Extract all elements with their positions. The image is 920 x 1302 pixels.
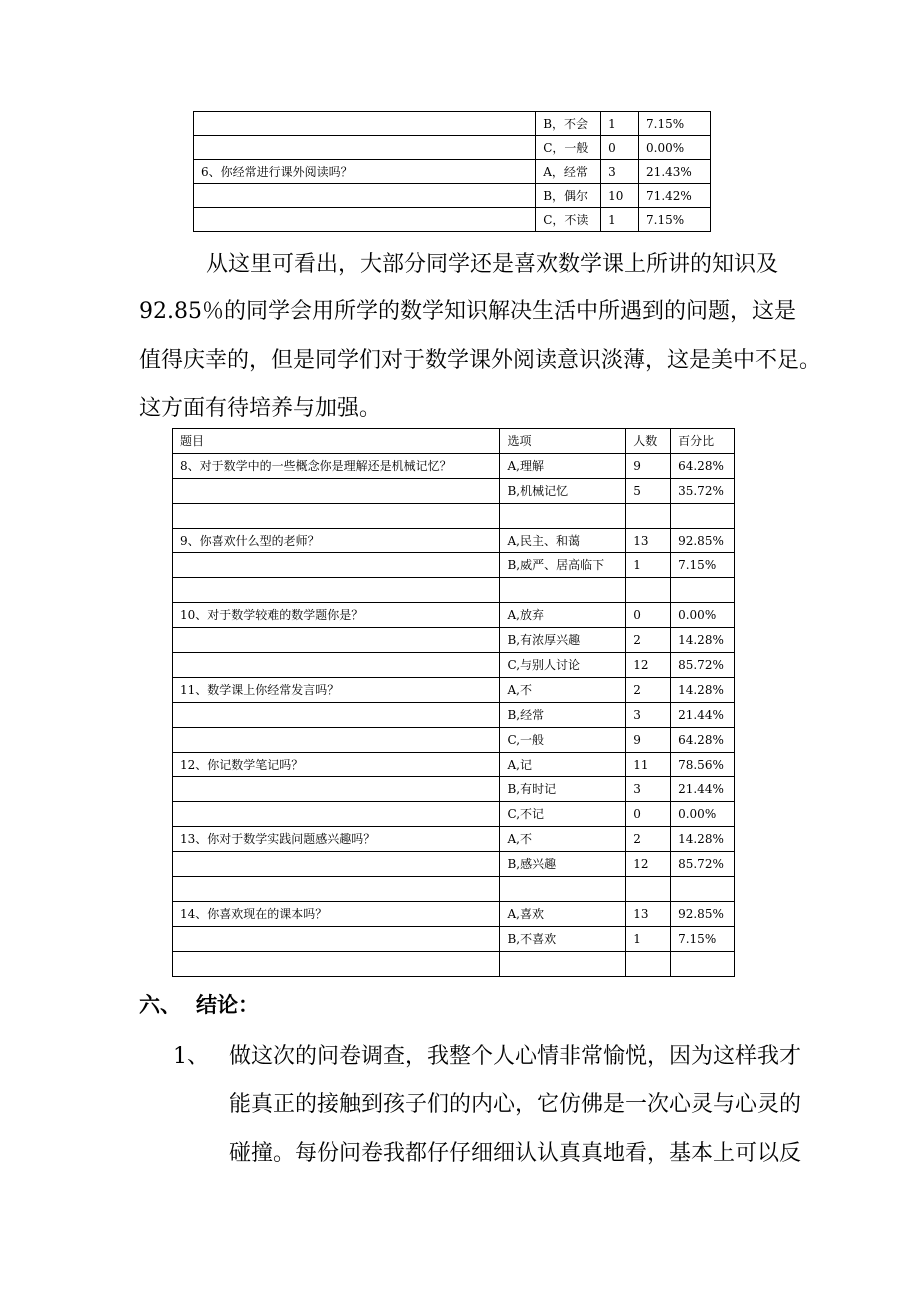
count-cell: 1 (601, 112, 639, 136)
count-cell: 9 (626, 727, 671, 752)
percent-cell: 0.00% (671, 603, 735, 628)
question-cell (173, 777, 500, 802)
count-cell (626, 578, 671, 603)
question-cell (173, 653, 500, 678)
count-cell: 5 (626, 478, 671, 503)
table-row (173, 578, 735, 603)
count-cell: 2 (626, 827, 671, 852)
table-row (173, 951, 735, 976)
table-row (194, 136, 711, 160)
question-cell (173, 578, 500, 603)
option-cell: C,一般 (500, 727, 626, 752)
count-cell: 2 (626, 677, 671, 702)
percent-cell: 64.28% (671, 727, 735, 752)
percent-cell (671, 503, 735, 528)
option-cell: A,放弃 (500, 603, 626, 628)
table-row (173, 603, 735, 628)
option-cell: A,不 (500, 677, 626, 702)
percent-cell: 71.42% (639, 184, 711, 208)
percent-cell: 35.72% (671, 478, 735, 503)
option-cell: A,喜欢 (500, 901, 626, 926)
percent-cell (671, 578, 735, 603)
option-cell (500, 578, 626, 603)
question-cell: 12、你记数学笔记吗？ (173, 752, 500, 777)
section-title: 结论： (196, 992, 259, 1017)
table-row (173, 777, 735, 802)
option-cell: A，经常 (536, 160, 601, 184)
conclusion-item-number: 1、 (173, 1044, 209, 1069)
table-row (173, 926, 735, 951)
percent-cell: 0.00% (639, 136, 711, 160)
survey-table-part2-body (173, 453, 735, 976)
option-cell: C，一般 (536, 136, 601, 160)
option-cell: B,经常 (500, 702, 626, 727)
count-cell: 12 (626, 653, 671, 678)
count-cell: 1 (626, 926, 671, 951)
question-cell (173, 702, 500, 727)
question-cell (173, 852, 500, 877)
header-question: 题目 (173, 429, 500, 454)
table-row (173, 653, 735, 678)
count-cell: 3 (626, 702, 671, 727)
table-row (173, 478, 735, 503)
percent-cell: 7.15% (639, 208, 711, 232)
option-cell: C,与别人讨论 (500, 653, 626, 678)
option-cell: B,有时记 (500, 777, 626, 802)
count-cell: 3 (626, 777, 671, 802)
option-cell: A,民主、和蔼 (500, 528, 626, 553)
question-cell: 9、你喜欢什么型的老师？ (173, 528, 500, 553)
count-cell: 0 (626, 802, 671, 827)
question-cell (173, 478, 500, 503)
survey-table-part1 (193, 111, 711, 232)
table-row (173, 802, 735, 827)
percent-cell: 78.56% (671, 752, 735, 777)
table-row (173, 453, 735, 478)
question-cell: 10、对于数学较难的数学题你是？ (173, 603, 500, 628)
analysis-line-1: 从这里可看出，大部分同学还是喜欢数学课上所讲的知识及 (206, 252, 779, 277)
option-cell: A,不 (500, 827, 626, 852)
percent-cell: 7.15% (671, 926, 735, 951)
survey-table-part1-body (194, 112, 711, 232)
percent-cell: 14.28% (671, 628, 735, 653)
percent-cell: 64.28% (671, 453, 735, 478)
table-row (173, 503, 735, 528)
table-row (173, 528, 735, 553)
conclusion-line-2: 能真正的接触到孩子们的内心，它仿佛是一次心灵与心灵的 (229, 1092, 802, 1117)
question-cell (173, 553, 500, 578)
question-cell: 8、对于数学中的一些概念你是理解还是机械记忆？ (173, 453, 500, 478)
table-row (194, 208, 711, 232)
count-cell: 9 (626, 453, 671, 478)
percent-cell: 92.85% (671, 528, 735, 553)
option-cell (500, 503, 626, 528)
count-cell (626, 951, 671, 976)
count-cell: 1 (626, 553, 671, 578)
question-cell (194, 184, 536, 208)
header-option: 选项 (500, 429, 626, 454)
question-cell: 14、你喜欢现在的课本吗？ (173, 901, 500, 926)
section-number: 六、 (139, 992, 181, 1017)
option-cell: C，不读 (536, 208, 601, 232)
count-cell: 12 (626, 852, 671, 877)
option-cell: B,机械记忆 (500, 478, 626, 503)
option-cell (500, 951, 626, 976)
header-percent: 百分比 (671, 429, 735, 454)
table-row (173, 628, 735, 653)
table-row (173, 827, 735, 852)
question-cell (194, 208, 536, 232)
percent-cell: 14.28% (671, 677, 735, 702)
option-cell (500, 877, 626, 902)
percent-cell: 85.72% (671, 653, 735, 678)
question-cell: 13、你对于数学实践问题感兴趣吗？ (173, 827, 500, 852)
header-count: 人数 (626, 429, 671, 454)
percent-cell: 21.44% (671, 702, 735, 727)
option-cell: B,不喜欢 (500, 926, 626, 951)
count-cell: 1 (601, 208, 639, 232)
count-cell: 10 (601, 184, 639, 208)
question-cell (173, 503, 500, 528)
table-row (173, 852, 735, 877)
table-row (173, 877, 735, 902)
count-cell: 0 (626, 603, 671, 628)
option-cell: B，不会 (536, 112, 601, 136)
question-cell (173, 727, 500, 752)
option-cell: B，偶尔 (536, 184, 601, 208)
percent-cell: 7.15% (639, 112, 711, 136)
percent-cell (671, 877, 735, 902)
question-cell (173, 951, 500, 976)
option-cell: A,理解 (500, 453, 626, 478)
percent-cell: 14.28% (671, 827, 735, 852)
analysis-line-4: 这方面有待培养与加强。 (139, 396, 382, 421)
analysis-line-3: 值得庆幸的，但是同学们对于数学课外阅读意识淡薄，这是美中不足。 (139, 348, 822, 373)
survey-table-part2 (172, 428, 735, 977)
table-header-row (173, 429, 735, 454)
question-cell: 6、你经常进行课外阅读吗？ (194, 160, 536, 184)
count-cell: 13 (626, 901, 671, 926)
conclusion-line-3: 碰撞。每份问卷我都仔仔细细认认真真地看，基本上可以反 (229, 1141, 802, 1166)
table-row (194, 112, 711, 136)
count-cell (626, 877, 671, 902)
question-cell (173, 802, 500, 827)
option-cell: C,不记 (500, 802, 626, 827)
percent-cell: 7.15% (671, 553, 735, 578)
option-cell: B,有浓厚兴趣 (500, 628, 626, 653)
table-row (173, 702, 735, 727)
table-row (173, 901, 735, 926)
count-cell: 11 (626, 752, 671, 777)
table-row (194, 160, 711, 184)
percent-cell: 85.72% (671, 852, 735, 877)
table-row (173, 727, 735, 752)
percent-cell: 92.85% (671, 901, 735, 926)
option-cell: B,威严、居高临下 (500, 553, 626, 578)
table-row (194, 184, 711, 208)
percent-cell: 21.43% (639, 160, 711, 184)
question-cell (173, 926, 500, 951)
analysis-line-2: 92.85％的同学会用所学的数学知识解决生活中所遇到的问题，这是 (139, 299, 796, 324)
percent-cell: 0.00% (671, 802, 735, 827)
question-cell (173, 628, 500, 653)
conclusion-line-1: 做这次的问卷调查，我整个人心情非常愉悦，因为这样我才 (229, 1044, 802, 1069)
question-cell (194, 112, 536, 136)
question-cell: 11、数学课上你经常发言吗？ (173, 677, 500, 702)
table-row (173, 677, 735, 702)
option-cell: B,感兴趣 (500, 852, 626, 877)
option-cell: A,记 (500, 752, 626, 777)
table-row (173, 553, 735, 578)
percent-cell: 21.44% (671, 777, 735, 802)
question-cell (173, 877, 500, 902)
count-cell: 2 (626, 628, 671, 653)
table-row (173, 752, 735, 777)
percent-cell (671, 951, 735, 976)
question-cell (194, 136, 536, 160)
count-cell (626, 503, 671, 528)
count-cell: 13 (626, 528, 671, 553)
count-cell: 3 (601, 160, 639, 184)
count-cell: 0 (601, 136, 639, 160)
